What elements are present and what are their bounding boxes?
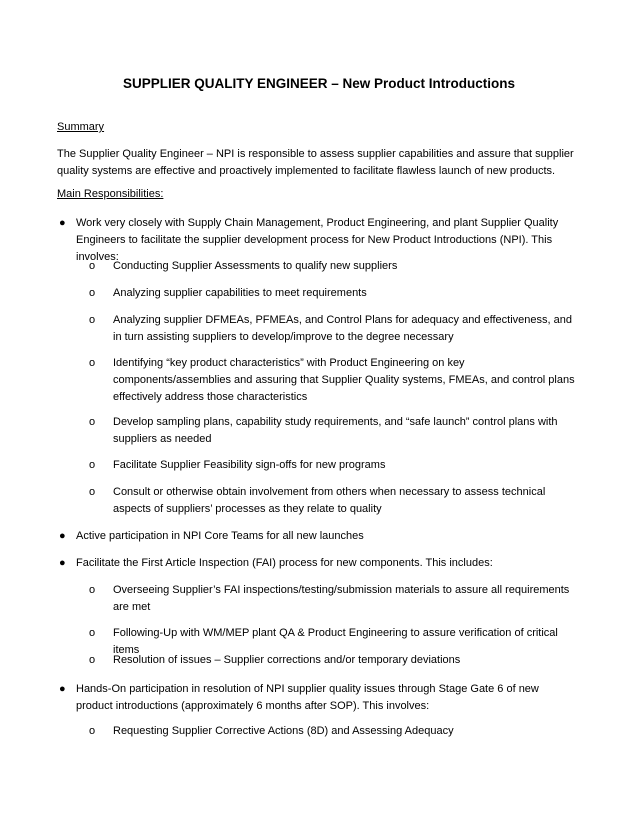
list-item-text: Active participation in NPI Core Teams for all new launches — [76, 530, 364, 542]
list-item-text: Hands-On participation in resolution of NPI supplier quality issues through Stage Gate 6 of new product introductions (approximately 6 months after SOP). This involves: — [76, 683, 539, 712]
page-title: SUPPLIER QUALITY ENGINEER – New Product Introductions — [122, 76, 516, 91]
sub-list-item-text: Analyzing supplier DFMEAs, PFMEAs, and Control Plans for adequacy and effectiveness, and in turn assisting suppliers to develop/improve to the degree necessary — [113, 314, 572, 343]
list-item-text: Work very closely with Supply Chain Management, Product Engineering, and plant Supplier Quality Engineers to facilitate the supplier development process for New Product Introductions (NPI). This involves: — [76, 217, 559, 263]
bullet-icon: ● — [59, 683, 66, 695]
sub-list-item-text: Conducting Supplier Assessments to qualify new suppliers — [113, 260, 398, 272]
sub-list-item-text: Following-Up with WM/MEP plant QA & Product Engineering to assure verification of critical items — [113, 627, 558, 656]
sub-bullet-icon: o — [89, 357, 96, 369]
sub-bullet-icon: o — [89, 459, 96, 471]
sub-bullet-icon: o — [89, 584, 96, 596]
summary-paragraph: The Supplier Quality Engineer – NPI is responsible to assess supplier capabilities and assure that supplier quality systems are effective and proactively implemented to facilitate flawless launch of new products. — [57, 148, 574, 177]
sub-list-item-text: Overseeing Supplier’s FAI inspections/testing/submission materials to assure all requirements are met — [113, 584, 570, 613]
sub-list-item-text: Requesting Supplier Corrective Actions (8D) and Assessing Adequacy — [113, 725, 454, 737]
sub-bullet-icon: o — [89, 287, 96, 299]
sub-list-item-text: Facilitate Supplier Feasibility sign-offs for new programs — [113, 459, 386, 471]
sub-bullet-icon: o — [89, 654, 96, 666]
bullet-icon: ● — [59, 217, 66, 229]
sub-list-item-text: Develop sampling plans, capability study requirements, and “safe launch” control plans with suppliers as needed — [113, 416, 558, 445]
sub-list-item-text: Analyzing supplier capabilities to meet requirements — [113, 287, 367, 299]
sub-bullet-icon: o — [89, 314, 96, 326]
sub-list-item-text: Resolution of issues – Supplier corrections and/or temporary deviations — [113, 654, 461, 666]
list-item-text: Facilitate the First Article Inspection (FAI) process for new components. This includes: — [76, 557, 493, 569]
responsibilities-heading: Main Responsibilities: — [57, 188, 164, 200]
sub-bullet-icon: o — [89, 725, 96, 737]
sub-list-item-text: Identifying “key product characteristics” with Product Engineering on key components/assemblies and assuring that Supplier Quality systems, FMEAs, and control plans effectively address those characteristics — [113, 357, 575, 403]
sub-bullet-icon: o — [89, 416, 96, 428]
sub-list-item-text: Consult or otherwise obtain involvement from others when necessary to assess technical aspects of suppliers’ processes as they relate to quality — [113, 486, 546, 515]
bullet-icon: ● — [59, 557, 66, 569]
sub-bullet-icon: o — [89, 627, 96, 639]
sub-bullet-icon: o — [89, 260, 96, 272]
summary-heading: Summary — [57, 121, 105, 133]
bullet-icon: ● — [59, 530, 66, 542]
sub-bullet-icon: o — [89, 486, 96, 498]
